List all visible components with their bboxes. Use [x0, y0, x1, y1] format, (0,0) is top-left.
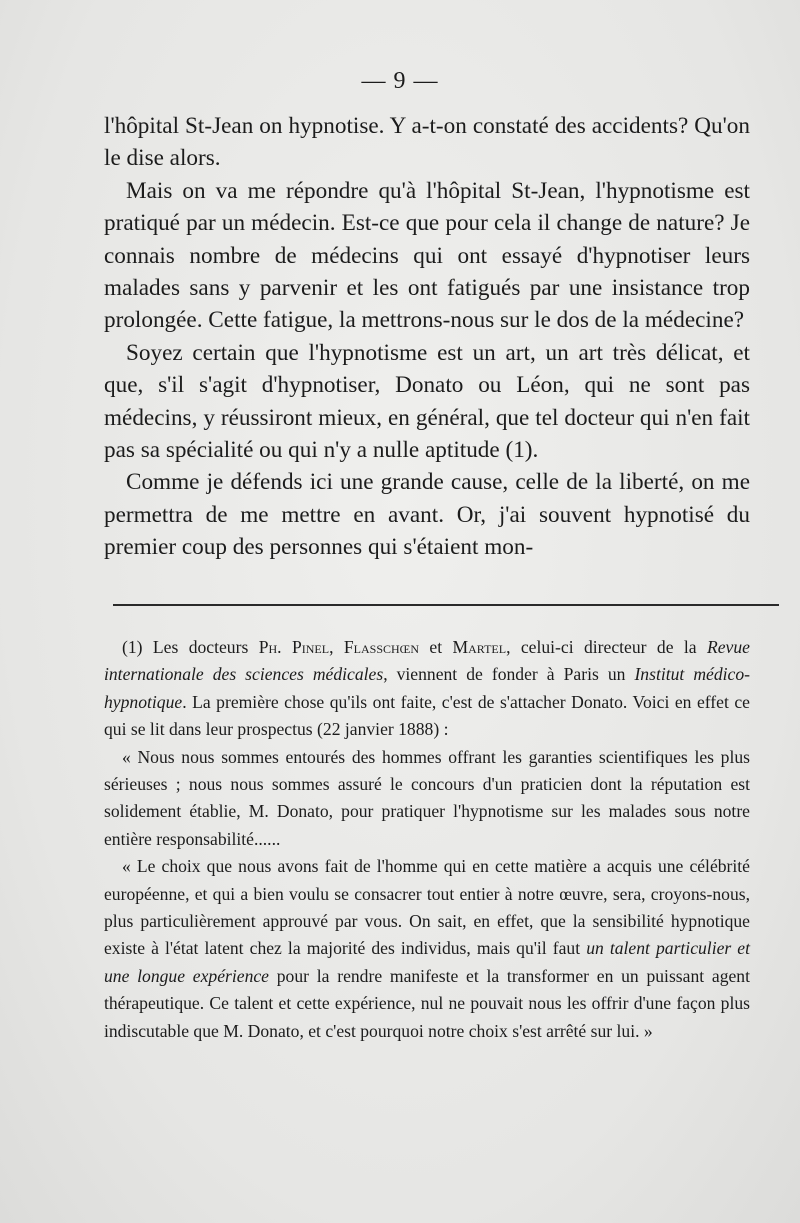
paragraph-4: Comme je défends ici une grande cause, celle de la liberté, on me permettra de me mettre en avant. Or, j'ai souvent hypnotisé du premier coup des personnes qui s'étaient mon-: [104, 469, 750, 561]
quote-2-text-b: pour la rendre manifeste et la transformer en un puissant agent thérapeutique. Ce talent et cette expérience, nul ne pouvait nous les offrir d'une façon plus indiscutable que M. Donato, et c'est pourquoi notre choix s'est arrêté sur lui. »: [104, 965, 750, 1041]
footnote-intro-d: . La première chose qu'ils ont faite, c'est de s'attacher Donato. Voici en effet ce qui se lit dans leur prospectus (22 janvier 1888) :: [104, 691, 750, 740]
paragraph-2: Mais on va me répondre qu'à l'hôpital St-Jean, l'hypnotisme est pratiqué par un médecin. Est-ce que pour cela il change de nature? Je connais nombre de médecins qui ont essayé d'hypnotiser leurs malades sans y parvenir et les ont fatigués par une insistance trop prolongée. Cette fatigue, la mettrons-nous sur le dos de la médecine?: [104, 177, 750, 334]
separator: ,: [329, 637, 334, 657]
footnote-intro-c: , viennent de fonder à Paris un: [383, 664, 626, 685]
quote-2-text-a: « Le choix que nous avons fait de l'homme qui en cette matière a acquis une célébrité européenne, et qui a bien voulu se consacrer tout entier à notre œuvre, sera, croyons-nous, plus particulièrement approuvé par vous. On sait, en effet, que la sensibilité hypnotique existe à l'état latent chez la majorité des individus, mais qu'il faut: [104, 856, 750, 959]
footnote-quote-1: « Nous nous sommes entourés des hommes offrant les garanties scientifiques les plus sérieuses ; nous nous sommes assuré le concours d'un praticien dont la réputation est solidement établie, M. Donato, pour pratiquer l'hypnotisme sur les malades sous notre entière responsabilité......: [104, 746, 750, 849]
name-pinel: Ph. Pinel: [258, 637, 330, 657]
paragraph-3: Soyez certain que l'hypnotisme est un art, un art très délicat, et que, s'il s'agit d'hypnotiser, Donato ou Léon, qui ne sont pas médecins, y réussiront mieux, en général, que tel docteur qui n'en fait pas sa spécialité ou qui n'y a nulle aptitude (1).: [104, 339, 750, 464]
name-martel: Martel: [452, 637, 507, 657]
footnote-divider: [113, 604, 779, 606]
name-flasschoen: Flasschœn: [343, 637, 419, 657]
footnote-quote-2: [104, 853, 750, 1045]
footnote-marker: (1): [122, 637, 143, 657]
quote-2-emphasis: un talent particulier et une longue expérience: [104, 938, 750, 986]
footnote-intro: [104, 634, 750, 744]
institut-title: Institut médico-hypnotique: [104, 664, 750, 712]
conjunction: et: [429, 637, 443, 657]
footnote-intro-a: Les docteurs: [152, 637, 249, 657]
footnote: [104, 634, 750, 1045]
footnote-intro-b: , celui-ci directeur de la: [506, 637, 697, 657]
page-number: — 9 —: [361, 68, 439, 94]
main-text: [104, 110, 750, 564]
paragraph-1: l'hôpital St-Jean on hypnotise. Y a-t-on constaté des accidents? Qu'on le dise alors.: [104, 113, 750, 172]
revue-title: Revue internationale des sciences médicales: [104, 637, 750, 685]
